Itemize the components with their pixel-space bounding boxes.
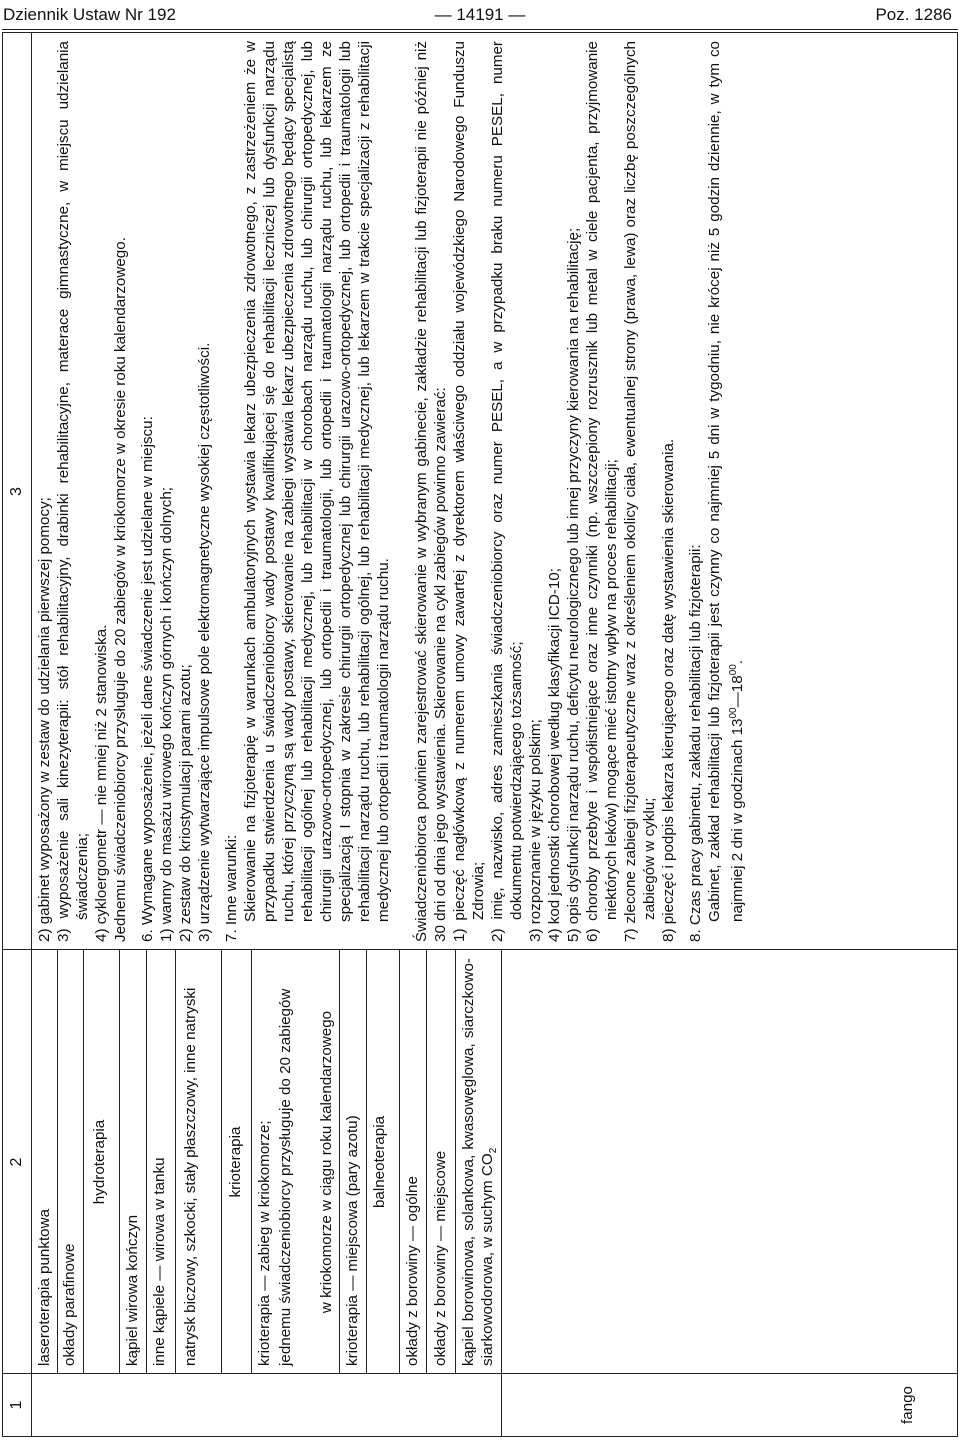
- referral-item-3: 3) rozpoznanie w języku polskim;: [527, 719, 544, 942]
- row-rule: [501, 950, 502, 1436]
- treatment-peat-local: okłady z borowiny — miejscowe: [432, 1150, 449, 1366]
- row-rule: [339, 950, 340, 1374]
- row-rule: [426, 950, 427, 1374]
- treatment-whirlpool-limbs: kąpiel wirowa kończyn: [124, 1214, 141, 1366]
- treatment-cryo-local: krioterapia — miejscowa (pary azotu): [344, 1115, 361, 1366]
- referral-item-8: 8) pieczęć i podpis lekarza kierującego oraz datę wystawienia skierowania.: [660, 438, 677, 942]
- referral-item-1: 1) pieczęć nagłówkową z numerem umowy zawartej z dyrektorem właściwego oddziału wojewódzkiego Narodowego Funduszu Zdrowia;: [451, 41, 487, 942]
- page-number: — 14191 —: [434, 5, 526, 24]
- row-rule: [146, 950, 147, 1374]
- section-8-title: 8. Czas pracy gabinetu, zakładu rehabilitacji lub fizjoterapii:: [687, 544, 704, 942]
- treatment-peat-general: okłady z borowiny — ogólne: [404, 1176, 421, 1366]
- treatment-baths-text: kąpiel borowinowa, solankowa, kwasowęglowa, siarczkowo-siarkowodorowa, w suchym CO: [460, 958, 496, 1366]
- col-header-3: 3: [8, 487, 25, 496]
- col-header-1: 1: [8, 1400, 25, 1410]
- row-rule: [83, 950, 84, 1374]
- co2-subscript: 2: [488, 1147, 500, 1154]
- page-header: [0, 0, 960, 28]
- cryochamber-limit: jednemu świadczeniobiorcy przysługuje do 20 zabiegów: [277, 988, 294, 1366]
- referral-item-7: 7) zlecone zabiegi fizjoterapeutyczne wraz z określeniem okolicy ciała, ewentualnej strony (prawa, lewa) oraz liczbę poszczególnych zabiegów w cyklu;: [622, 41, 658, 942]
- hours-sup-1: 00: [728, 707, 739, 719]
- journal-title: Dziennik Ustaw Nr 192: [3, 5, 176, 24]
- col3-content: [35, 33, 747, 950]
- section-6-title: 6. Wymagane wyposażenie, jeżeli dane świadczenie jest udzielane w miejscu:: [139, 416, 156, 942]
- hours-sup-2: 00: [728, 664, 739, 676]
- section-6-item-2: 2) zestaw do kriostymulacji parami azotu;: [177, 664, 194, 942]
- equipment-first-aid: 2) gabinet wyposażony w zestaw do udzielania pierwszej pomocy;: [36, 497, 53, 942]
- regulation-table: [2, 32, 958, 1437]
- hours-end: .: [729, 659, 747, 665]
- cryochamber-note: Jednemu świadczeniobiorcy przysługuje do 20 zabiegów w kriokomorze w okresie roku kalendarzowego.: [112, 237, 129, 942]
- referral-item-4: 4) kod jednostki chorobowej według klasyfikacji ICD-10;: [546, 568, 563, 942]
- row-rule: [119, 950, 120, 1374]
- treatment-baths: [459, 950, 503, 1374]
- treatment-paraffin: okłady parafinowe: [61, 1243, 78, 1366]
- col-header-2: 2: [8, 1157, 25, 1167]
- registration-text: Świadczeniobiorca powinien zarejestrować skierowanie w wybranym gabinecie, zakładzie rehabilitacji lub fizjoterapii nie później niż 30 dni od dnia jego wystawienia. Skierowanie na cykl zabiegów powinno zawierać:: [413, 41, 449, 942]
- referral-item-5: 5) opis dysfunkcji narządu ruchu, deficytu neurologicznego lub innej przyczyny kierowania na rehabilitację;: [565, 227, 582, 942]
- section-7-title: 7. Inne warunki:: [223, 834, 240, 942]
- cryochamber-limit-cont: w kriokomorze w ciągu roku kalendarzowego: [318, 1010, 335, 1314]
- row-rule: [455, 950, 456, 1374]
- equipment-kinesitherapy: 3) wyposażenie sali kinezyterapii: stół rehabilitacyjny, drabinki rehabilitacyjne, materace gimnastyczne, w miejscu udzielania świadczenia;: [55, 41, 91, 942]
- hours-dash: —18: [729, 675, 747, 708]
- position-number: Poz. 1286: [875, 5, 952, 24]
- section-8-text: [705, 41, 747, 942]
- rotated-table-page: [2, 32, 958, 1437]
- group-cryotherapy: krioterapia: [227, 1126, 244, 1198]
- treatment-showers: natrysk biczowy, szkocki, stały płaszczowy, inne natryski: [182, 987, 199, 1366]
- row-rule: [175, 950, 176, 1374]
- row-rule: [221, 950, 222, 1374]
- referral-item-2: 2) imię, nazwisko, adres zamieszkania świadczeniobiorcy oraz numer PESEL, a w przypadku braku numeru PESEL, numer dokumentu potwierdzającego tożsamość;: [489, 41, 525, 942]
- row-rule: [251, 950, 252, 1374]
- section-6-item-1: 1) wanny do masażu wirowego kończyn górnych i kończyn dolnych;: [158, 486, 175, 942]
- row-rule: [399, 950, 400, 1374]
- row-rule: [57, 950, 58, 1374]
- row-rule: [366, 950, 367, 1374]
- header-rule: [2, 29, 958, 30]
- section-7-text: Skierowanie na fizjoterapię w warunkach ambulatoryjnych wystawia lekarz ubezpieczenia zdrowotnego, z zastrzeżeniem że w przypadku stwierdzenia u świadczeniobiorcy wady postawy kwalifikującej się do rehabilitacji leczniczej lub dysfunkcji narządu ruchu, której przyczyną są wady postawy, skierowanie na zabiegi wystawia lekarz ubezpieczenia zdrowotnego będący specjalistą rehabilitacji ogólnej lub rehabilitacji medycznej, lub rehabilitacji w chorobach narządu ruchu, lub chirurgii ortopedycznej, lub chirurgii urazowo-ortopedycznej, lub ortopedii i traumatologii, lub ortopedii i traumatologii narządu ruchu, lub lekarzem ze specjalizacją I stopnia w zakresie chirurgii ortopedycznej lub chirurgii urazowo-ortopedycznej, lub ortopedii i traumatologii lub rehabilitacji narządu ruchu, lub rehabilitacji ogólnej, lub rehabilitacji medycznej, lub lekarzem w trakcie specjalizacji z rehabilitacji medycznej lub ortopedii i traumatologii narządu ruchu.: [242, 41, 392, 922]
- group-balneotherapy: balneoterapia: [371, 1115, 388, 1209]
- section-6-item-3: 3) urządzenie wytwarzające impulsowe pole elektromagnetyczne wysokiej częstotliwości.: [196, 342, 213, 942]
- hours-text: Gabinet, zakład rehabilitacji lub fizjoterapii jest czynny co najmniej 5 dni w tygodniu, nie krócej niż 5 godzin dziennie, w tym co najmniej 2 dni w godzinach 13: [706, 41, 747, 922]
- treatment-tank-bath: inne kąpiele — wirowa w tanku: [151, 1157, 168, 1366]
- group-hydrotherapy: hydroterapia: [91, 1119, 108, 1205]
- column-header-row: [3, 33, 32, 1436]
- equipment-cycloergometer: 4) cykloergometr — nie mniej niż 2 stanowiska.: [93, 624, 110, 942]
- col1-fango: fango: [899, 1386, 916, 1425]
- treatment-laser: laseroterapia punktowa: [36, 1208, 53, 1366]
- referral-item-6: 6) choroby przebyte i współistniejące oraz inne czynniki (np. wszczepiony rozrusznik lub metal w ciele pacjenta, przyjmowanie niektórych leków) mogące mieć istotny wpływ na proces rehabilitacji;: [584, 41, 620, 942]
- treatment-cryochamber: krioterapia — zabieg w kriokomorze;: [256, 1120, 273, 1366]
